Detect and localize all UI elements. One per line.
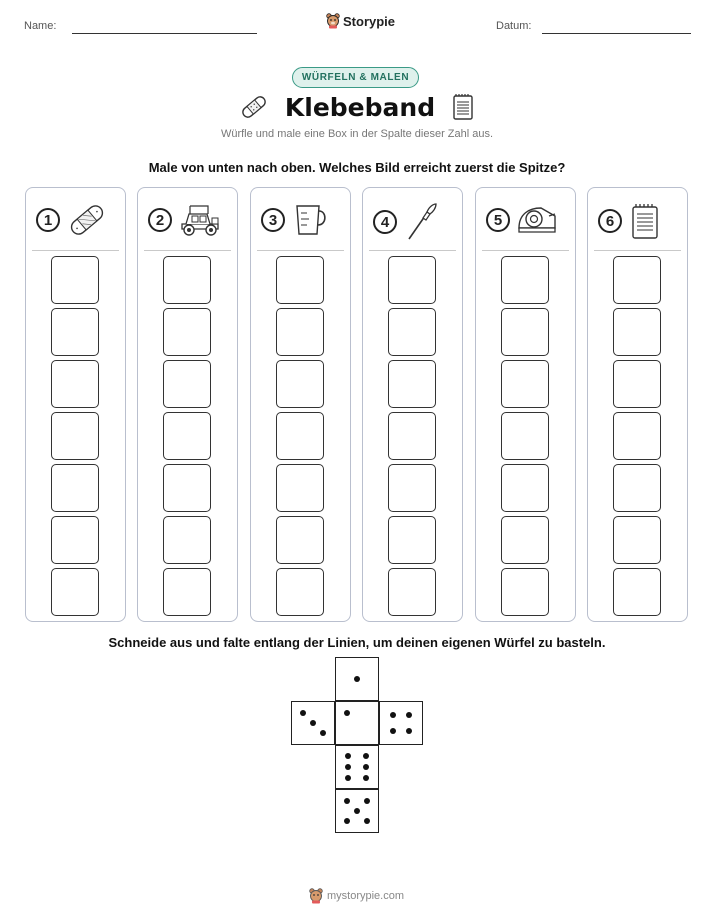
category-badge: WÜRFELN & MALEN <box>292 67 419 88</box>
die-face-center <box>335 701 379 745</box>
column-6 <box>587 187 688 622</box>
color-box[interactable] <box>163 308 211 356</box>
color-box[interactable] <box>613 464 661 512</box>
bear-logo-icon <box>309 888 323 904</box>
column-number: 3 <box>261 208 285 232</box>
name-line[interactable] <box>72 33 257 34</box>
color-box[interactable] <box>388 256 436 304</box>
color-box[interactable] <box>501 568 549 616</box>
notepad-icon <box>451 93 475 121</box>
column-4 <box>362 187 463 622</box>
column-number: 6 <box>598 209 622 233</box>
date-label: Datum: <box>496 20 532 32</box>
footer-url[interactable]: mystorypie.com <box>327 890 405 902</box>
column-3 <box>250 187 351 622</box>
instruction-text: Male von unten nach oben. Welches Bild erreicht zuerst die Spitze? <box>148 160 566 175</box>
column-number: 2 <box>148 208 172 232</box>
color-box[interactable] <box>388 516 436 564</box>
paintbrush-icon <box>403 202 443 242</box>
color-box[interactable] <box>51 308 99 356</box>
color-box[interactable] <box>501 516 549 564</box>
brand-logo <box>326 13 395 29</box>
color-box[interactable] <box>51 568 99 616</box>
color-box[interactable] <box>276 464 324 512</box>
color-box[interactable] <box>388 568 436 616</box>
color-box[interactable] <box>613 360 661 408</box>
color-box[interactable] <box>501 464 549 512</box>
color-box[interactable] <box>276 308 324 356</box>
color-box[interactable] <box>51 360 99 408</box>
color-box[interactable] <box>613 412 661 460</box>
color-box[interactable] <box>388 464 436 512</box>
color-box[interactable] <box>51 256 99 304</box>
column-number: 1 <box>36 208 60 232</box>
column-number: 4 <box>373 210 397 234</box>
color-box[interactable] <box>163 412 211 460</box>
die-face-right <box>379 701 423 745</box>
die-face-left <box>291 701 335 745</box>
column-5 <box>475 187 576 622</box>
color-box[interactable] <box>276 516 324 564</box>
brand-name: Storypie <box>343 13 396 29</box>
name-label: Name: <box>24 20 57 32</box>
tape-dispenser-icon <box>516 202 558 238</box>
subtitle: Würfle und male eine Box in der Spalte dieser Zahl aus. <box>220 128 494 140</box>
color-box[interactable] <box>613 308 661 356</box>
bear-logo-icon <box>326 13 340 29</box>
bandage-icon <box>239 92 269 122</box>
column-2 <box>137 187 238 622</box>
color-box[interactable] <box>613 516 661 564</box>
color-box[interactable] <box>51 464 99 512</box>
date-line[interactable] <box>542 33 691 34</box>
color-box[interactable] <box>501 360 549 408</box>
color-box[interactable] <box>276 412 324 460</box>
color-box[interactable] <box>51 412 99 460</box>
jeep-icon <box>178 202 222 238</box>
page-title: Klebeband <box>284 92 436 122</box>
color-box[interactable] <box>163 516 211 564</box>
color-box[interactable] <box>51 516 99 564</box>
color-box[interactable] <box>501 256 549 304</box>
color-box[interactable] <box>388 308 436 356</box>
measuring-cup-icon <box>291 202 331 238</box>
color-box[interactable] <box>163 464 211 512</box>
color-box[interactable] <box>388 412 436 460</box>
footer <box>309 888 404 904</box>
column-1 <box>25 187 126 622</box>
die-face-bottom <box>335 789 379 833</box>
color-box[interactable] <box>276 256 324 304</box>
bandage-icon <box>66 202 108 238</box>
notepad-icon <box>628 202 662 240</box>
color-box[interactable] <box>163 568 211 616</box>
color-box[interactable] <box>501 308 549 356</box>
cut-instruction: Schneide aus und falte entlang der Linien, um deinen eigenen Würfel zu basteln. <box>108 635 606 650</box>
die-face-top <box>335 657 379 701</box>
color-box[interactable] <box>388 360 436 408</box>
color-box[interactable] <box>276 360 324 408</box>
color-box[interactable] <box>613 256 661 304</box>
title-row <box>0 92 714 122</box>
column-number: 5 <box>486 208 510 232</box>
color-box[interactable] <box>276 568 324 616</box>
color-box[interactable] <box>501 412 549 460</box>
die-face-middle <box>335 745 379 789</box>
color-box[interactable] <box>163 360 211 408</box>
color-box[interactable] <box>613 568 661 616</box>
color-box[interactable] <box>163 256 211 304</box>
